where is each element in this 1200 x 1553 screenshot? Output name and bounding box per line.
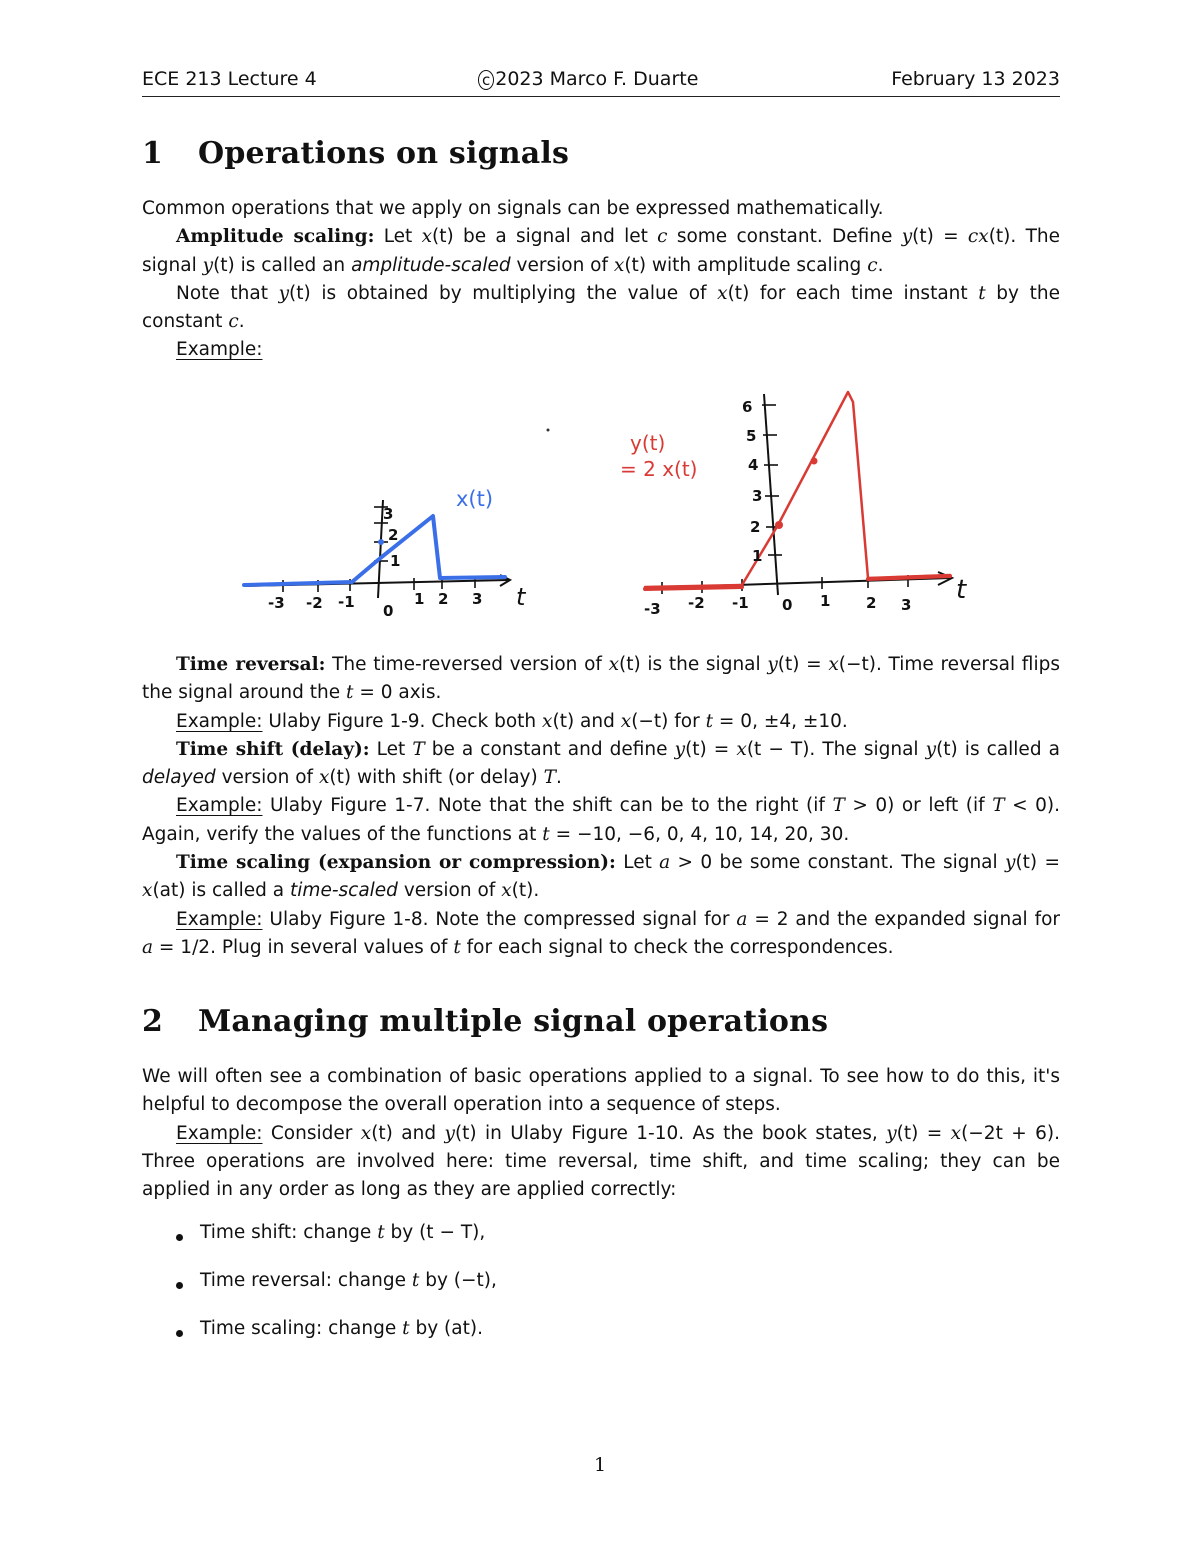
y-signal-point-t1 bbox=[811, 458, 818, 465]
time-shift-paragraph: Time shift (delay): Let T be a constant and define y(t) = x(t − T). The signal y(t) is called a delayed version of x(t) with shift (or delay) T. bbox=[142, 738, 1060, 789]
y-axis-t-label: t bbox=[956, 575, 967, 605]
amplitude-scaling-paragraph: Amplitude scaling: Let x(t) be a signal and let c some constant. Define y(t) = cx(t). The signal y(t) is called an amplitude-scaled version of x(t) with amplitude scaling c. bbox=[142, 226, 1060, 276]
section-2-intro: We will often see a combination of basic operations applied to a signal. To see how to do this, it's helpful to decompose the overall operation into a sequence of steps. bbox=[142, 1066, 1060, 1116]
x-signal-plot bbox=[244, 487, 527, 620]
x-ytick-2: 2 bbox=[388, 526, 399, 544]
y-plot-ticks bbox=[662, 405, 908, 594]
header-copyright bbox=[478, 68, 698, 90]
x-ytick-3: 3 bbox=[383, 505, 394, 523]
y-signal-label-1: y(t) bbox=[630, 431, 666, 455]
x-tick-0: 0 bbox=[383, 602, 394, 620]
x-tick-m1: -1 bbox=[338, 593, 355, 611]
x-tick-m3: -3 bbox=[268, 594, 285, 612]
section-2-body bbox=[142, 1063, 1060, 1204]
time-scaling-example: Example: Ulaby Figure 1-8. Note the compressed signal for a = 2 and the expanded signal for a = 1/2. Plug in several values of t for each signal to check the correspondences. bbox=[142, 908, 1061, 958]
header-author: 2023 Marco F. Duarte bbox=[495, 68, 699, 90]
x-ytick-1: 1 bbox=[390, 552, 401, 570]
amplitude-scaling-figure bbox=[0, 380, 1200, 630]
section-2-title: Managing multiple signal operations bbox=[198, 1004, 829, 1039]
header-date: February 13 2023 bbox=[891, 68, 1060, 90]
bullet-icon bbox=[176, 1234, 183, 1241]
bullet-icon bbox=[176, 1330, 183, 1337]
y-tick-2: 2 bbox=[866, 594, 877, 612]
time-reversal-example: Example: Ulaby Figure 1-9. Check both x(t) and x(−t) for t = 0, ±4, ±10. bbox=[176, 710, 848, 732]
x-signal-label: x(t) bbox=[456, 487, 494, 511]
y-plot-amp-axis bbox=[764, 394, 778, 595]
y-ytick-3: 3 bbox=[752, 487, 763, 505]
y-tick-m2: -2 bbox=[688, 594, 705, 612]
section-1-number: 1 bbox=[142, 136, 164, 171]
x-tick-m2: -2 bbox=[306, 594, 323, 612]
intro-paragraph: Common operations that we apply on signals can be expressed mathematically. bbox=[142, 198, 884, 219]
y-ytick-5: 5 bbox=[746, 427, 757, 445]
x-axis-t-label: t bbox=[516, 583, 526, 611]
section-2-number: 2 bbox=[142, 1004, 164, 1039]
section-1-body bbox=[142, 195, 1060, 365]
y-tick-0: 0 bbox=[782, 596, 793, 614]
y-ytick-2: 2 bbox=[750, 518, 761, 536]
section-2-example: Example: Consider x(t) and y(t) in Ulaby Figure 1-10. As the book states, y(t) = x(−2t + 6). Three operations are involved here: time reversal, time shift, and time scaling; they can be applied in any order as long as they are applied correctly: bbox=[142, 1122, 1060, 1201]
list-item: Time shift: change t by (t − T), bbox=[142, 1222, 1042, 1270]
x-signal-point bbox=[378, 539, 384, 545]
y-ytick-1: 1 bbox=[752, 547, 763, 565]
operations-list bbox=[142, 1222, 1042, 1366]
header-course: ECE 213 Lecture 4 bbox=[142, 68, 317, 90]
section-2-heading bbox=[142, 1004, 828, 1039]
y-tick-m3: -3 bbox=[644, 600, 661, 618]
running-header bbox=[142, 68, 1060, 97]
y-signal-label-2: = 2 x(t) bbox=[620, 457, 698, 481]
y-tick-1: 1 bbox=[820, 592, 831, 610]
time-scaling-paragraph: Time scaling (expansion or compression): Let a > 0 be some constant. The signal y(t) = x(at) is called a time-scaled version of x(t). bbox=[142, 852, 1060, 902]
list-item: Time scaling: change t by (at). bbox=[142, 1318, 1042, 1366]
y-signal-point-t0 bbox=[775, 521, 783, 529]
copyright-symbol: c bbox=[478, 70, 494, 90]
note-paragraph: Note that y(t) is obtained by multiplying the value of x(t) for each time instant t by the constant c. bbox=[142, 282, 1060, 333]
x-tick-1: 1 bbox=[414, 590, 425, 608]
x-tick-2: 2 bbox=[438, 590, 449, 608]
y-tick-m1: -1 bbox=[732, 594, 749, 612]
y-signal-plot bbox=[620, 392, 967, 618]
time-reversal-paragraph: Time reversal: The time-reversed version of x(t) is the signal y(t) = x(−t). Time reversal flips the signal around the t = 0 axis. bbox=[142, 654, 1060, 704]
time-operations-body bbox=[142, 651, 1060, 962]
stray-dot bbox=[547, 429, 550, 432]
y-ytick-4: 4 bbox=[748, 456, 759, 474]
x-signal-curve bbox=[244, 516, 505, 585]
example-label: Example: bbox=[176, 339, 263, 361]
y-tick-3: 3 bbox=[901, 596, 912, 614]
bullet-icon bbox=[176, 1282, 183, 1289]
x-tick-3: 3 bbox=[472, 590, 483, 608]
y-signal-baseline-left bbox=[645, 587, 742, 589]
y-ytick-6: 6 bbox=[742, 398, 753, 416]
section-1-heading bbox=[142, 136, 569, 171]
time-shift-example: Example: Ulaby Figure 1-7. Note that the shift can be to the right (if T > 0) or left (if T < 0). Again, verify the values of the functions at t = −10, −6, 0, 4, 10, 14, 20, 30. bbox=[142, 795, 1060, 845]
section-1-title: Operations on signals bbox=[198, 136, 570, 171]
y-signal-curve bbox=[645, 392, 950, 587]
list-item: Time reversal: change t by (−t), bbox=[142, 1270, 1042, 1318]
page-number: 1 bbox=[593, 1454, 607, 1476]
